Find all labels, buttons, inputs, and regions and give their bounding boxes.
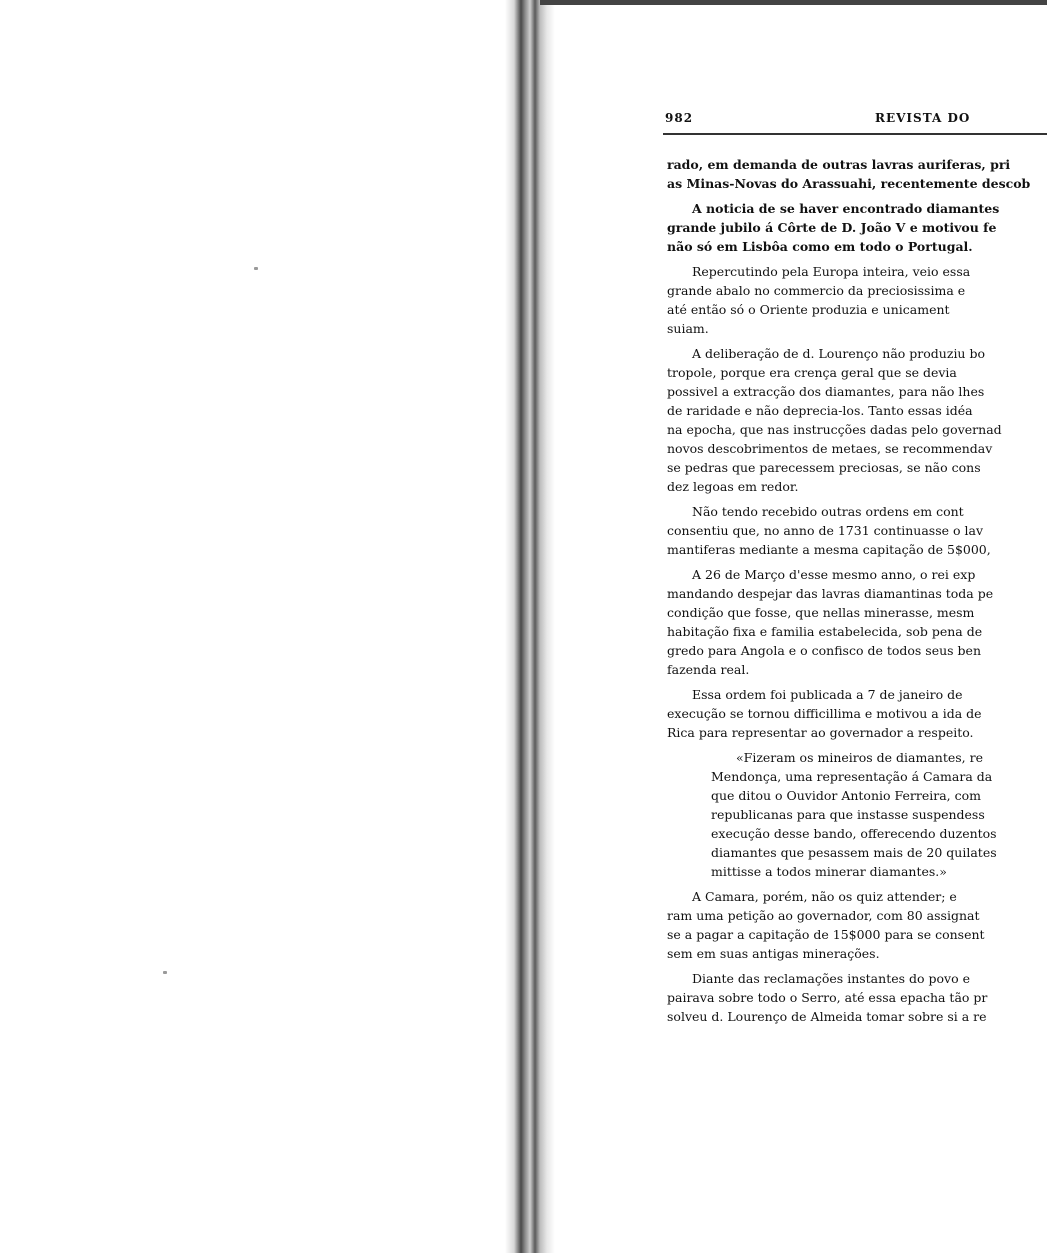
text-line: A noticia de se haver encontrado diamantes xyxy=(667,201,1000,216)
page-number: 982 xyxy=(665,111,694,125)
text-line: suiam. xyxy=(667,321,709,336)
text-line: se a pagar a capitação de 15$000 para se consent xyxy=(667,927,985,942)
paragraph xyxy=(667,155,1047,193)
text-line: «Fizeram os mineiros de diamantes, re xyxy=(711,750,983,765)
text-line: execução desse bando, offerecendo duzentos xyxy=(711,826,997,841)
text-line: que ditou o Ouvidor Antonio Ferreira, com xyxy=(711,788,981,803)
text-line: Repercutindo pela Europa inteira, veio essa xyxy=(667,264,971,279)
header-rule xyxy=(663,133,1047,135)
text-line: até então só o Oriente produzia e unicament xyxy=(667,302,950,317)
paragraph xyxy=(667,502,1047,559)
block-quote xyxy=(711,748,1047,881)
text-line: consentiu que, no anno de 1731 continuasse o lav xyxy=(667,523,984,538)
text-line: Mendonça, uma representação á Camara da xyxy=(711,769,993,784)
text-line: rado, em demanda de outras lavras auriferas, pri xyxy=(667,157,1011,172)
paper-speck xyxy=(254,267,258,270)
body-text xyxy=(667,155,1047,1032)
left-blank-page xyxy=(0,0,515,1253)
text-line: possivel a extracção dos diamantes, para não lhes xyxy=(667,384,985,399)
text-line: dez legoas em redor. xyxy=(667,479,799,494)
text-line: A Camara, porém, não os quiz attender; e xyxy=(667,889,957,904)
text-line: A deliberação de d. Lourenço não produziu bo xyxy=(667,346,985,361)
paper-speck xyxy=(163,971,167,974)
text-line: grande jubilo á Côrte de D. João V e motivou fe xyxy=(667,220,997,235)
paragraph xyxy=(667,262,1047,338)
paragraph xyxy=(667,887,1047,963)
text-line: Rica para representar ao governador a respeito. xyxy=(667,725,974,740)
paragraph xyxy=(667,565,1047,679)
paragraph xyxy=(667,199,1047,256)
page-header xyxy=(665,111,1047,133)
text-line: habitação fixa e familia estabelecida, sob pena de xyxy=(667,624,983,639)
text-line: não só em Lisbôa como em todo o Portugal. xyxy=(667,239,973,254)
text-line: mittisse a todos minerar diamantes.» xyxy=(711,864,947,879)
text-line: sem em suas antigas minerações. xyxy=(667,946,880,961)
text-line: mantiferas mediante a mesma capitação de 5$000, xyxy=(667,542,991,557)
right-text-page xyxy=(555,5,1047,1253)
text-line: execução se tornou difficillima e motivou a ida de xyxy=(667,706,982,721)
text-line: Essa ordem foi publicada a 7 de janeiro de xyxy=(667,687,963,702)
text-line: se pedras que parecessem preciosas, se não cons xyxy=(667,460,981,475)
text-line: fazenda real. xyxy=(667,662,750,677)
paragraph xyxy=(667,685,1047,742)
book-spine-gutter xyxy=(505,0,555,1253)
text-line: gredo para Angola e o confisco de todos seus ben xyxy=(667,643,981,658)
text-line: Não tendo recebido outras ordens em cont xyxy=(667,504,964,519)
text-line: na epocha, que nas instrucções dadas pelo governad xyxy=(667,422,1002,437)
text-line: solveu d. Lourenço de Almeida tomar sobre si a re xyxy=(667,1009,987,1024)
text-line: as Minas-Novas do Arassuahi, recentemente descob xyxy=(667,176,1031,191)
paragraph xyxy=(667,344,1047,496)
text-line: condição que fosse, que nellas minerasse, mesm xyxy=(667,605,975,620)
text-line: grande abalo no commercio da preciosissima e xyxy=(667,283,966,298)
text-line: Diante das reclamações instantes do povo e xyxy=(667,971,970,986)
text-line: pairava sobre todo o Serro, até essa epacha tão pr xyxy=(667,990,988,1005)
text-line: A 26 de Março d'esse mesmo anno, o rei exp xyxy=(667,567,976,582)
text-line: diamantes que pesassem mais de 20 quilates xyxy=(711,845,997,860)
text-line: de raridade e não deprecia-los. Tanto essas idéa xyxy=(667,403,973,418)
text-line: republicanas para que instasse suspendess xyxy=(711,807,985,822)
text-line: mandando despejar das lavras diamantinas toda pe xyxy=(667,586,994,601)
text-line: ram uma petição ao governador, com 80 assignat xyxy=(667,908,980,923)
text-line: novos descobrimentos de metaes, se recommendav xyxy=(667,441,993,456)
paragraph xyxy=(667,969,1047,1026)
running-head: REVISTA DO xyxy=(875,111,971,125)
text-line: tropole, porque era crença geral que se devia xyxy=(667,365,957,380)
